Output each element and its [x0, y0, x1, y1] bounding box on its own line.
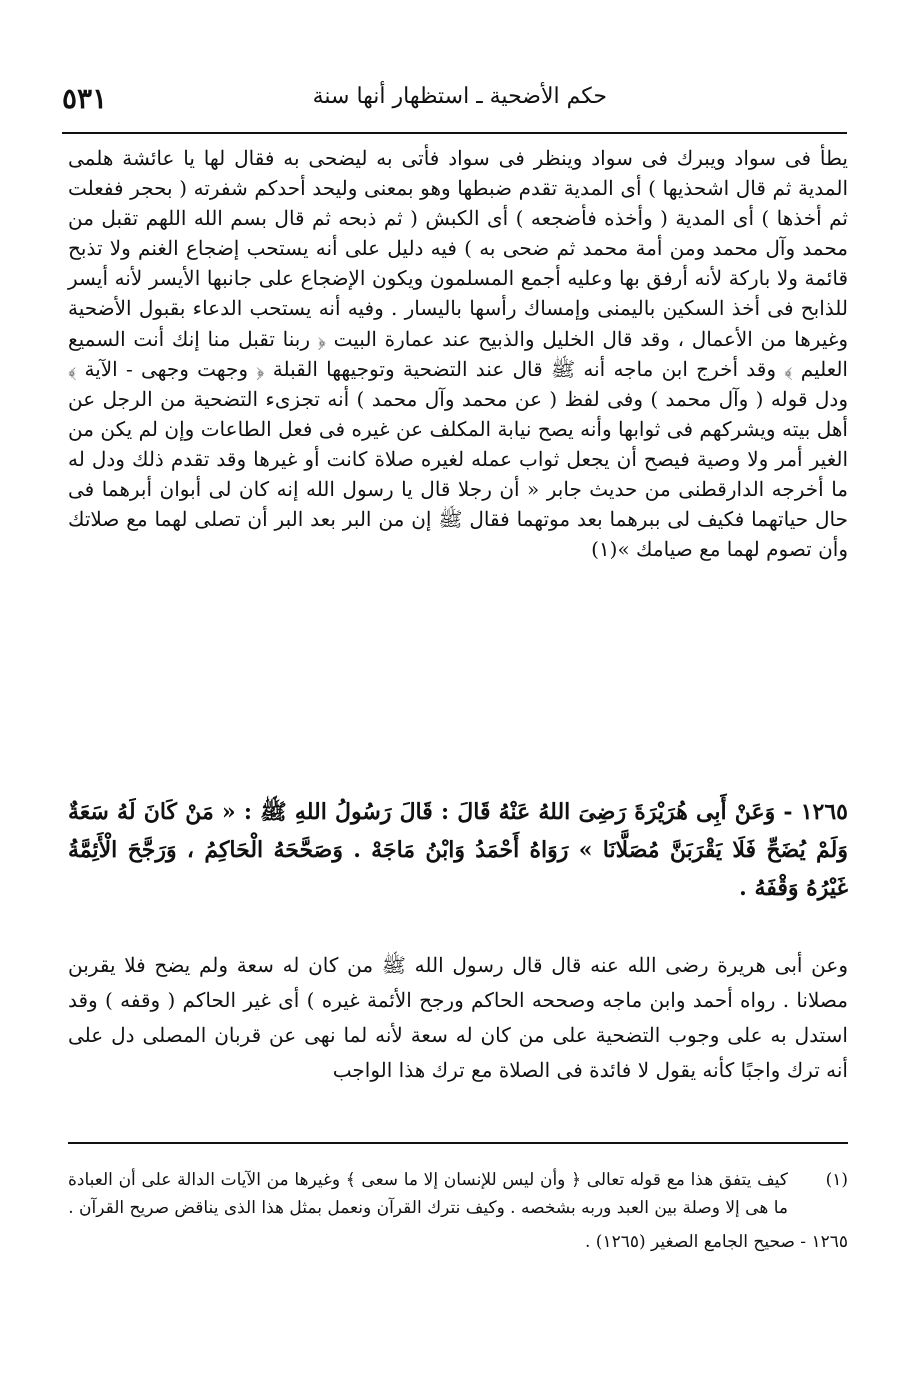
footnotes-section	[68, 1166, 848, 1256]
footnote-marker: (١)	[825, 1170, 848, 1190]
page-header	[62, 76, 847, 134]
running-title: حكم الأضحية ـ استظهار أنها سنة	[312, 84, 607, 109]
footnote-text: كيف يتفق هذا مع قوله تعالى ﴿ وأن ليس للإنسان إلا ما سعى ﴾ وغيرها من الآيات الدالة على أن العبادة ما هى إلا وصلة بين العبد وربه بشخصه . وكيف نترك القرآن ونعمل بمثل هذا الذى يناقض صريح القرآن .	[68, 1170, 788, 1218]
hadith-text: ١٢٦٥ - وَعَنْ أَبِى هُرَيْرَةَ رَضِىَ اللهُ عَنْهُ قَالَ : قَالَ رَسُولُ اللهِ ﷺ : « مَنْ كَانَ لَهُ سَعَةٌ وَلَمْ يُضَحِّ فَلَا يَقْرَبَنَّ مُصَلَّانَا » رَوَاهُ أَحْمَدُ وَابْنُ مَاجَهْ . وَصَحَّحَهُ الْحَاكِمُ ، وَرَجَّحَ الْأَئِمَّةُ غَيْرُهُ وَقْفَهُ .	[68, 799, 848, 901]
footnote-1	[68, 1166, 848, 1222]
page-number: ٥٣١	[62, 82, 108, 115]
commentary-paragraph-2: وعن أبى هريرة رضى الله عنه قال قال رسول الله ﷺ من كان له سعة ولم يضح فلا يقربن مصلانا . رواه أحمد وابن ماجه وصححه الحاكم ورجح الأئمة غيره ) أى غير الحاكم ( وقفه ) وقد استدل به على وجوب التضحية على من كان له سعة لأنه لما نهى عن قربان المصلى دل على أنه ترك واجبًا كأنه يقول لا فائدة فى الصلاة مع ترك هذا الواجب	[68, 953, 848, 1082]
footnote-divider	[68, 1142, 848, 1144]
hadith-reference-note: ١٢٦٥ - صحيح الجامع الصغير (١٢٦٥) .	[585, 1232, 848, 1252]
commentary-paragraph-1: يطأ فى سواد ويبرك فى سواد وينظر فى سواد فأتى به ليضحى به فقال لها يا عائشة هلمى المدية ثم قال اشحذيها ) أى المدية تقدم ضبطها وهو بمعنى وليحد أحدكم شفرته ( بحجر ففعلت ثم أخذها ) أى المدية ( وأخذه فأضجعه ) أى الكبش ( ثم ذبحه ثم قال بسم الله اللهم تقبل من محمد وآل محمد ومن أمة محمد ثم ضحى به ) فيه دليل على أنه يستحب إضجاع الغنم ولا تذبح قائمة ولا باركة لأنه أرفق بها وعليه أجمع المسلمون ويكون الإضجاع على جانبها الأيسر لأنه أيسر للذابح فى أخذ السكين باليمنى وإمساك رأسها باليسار . وفيه أنه يستحب الدعاء بقبول الأضحية وغيرها من الأعمال ، وقد قال الخليل والذبيح عند عمارة البيت ﴿ ربنا تقبل منا إنك أنت السميع العليم ﴾ وقد أخرج ابن ماجه أنه ﷺ قال عند التضحية وتوجيهها القبلة ﴿ وجهت وجهى - الآية ﴾ ودل قوله ( وآل محمد ) وفى لفظ ( عن محمد وآل محمد ) أنه تجزىء التضحية من الرجل عن أهل بيته ويشركهم فى ثوابها وأنه يصح نيابة المكلف عن غيره فى فعل الطاعات وإن لم يكن من الغير أمر ولا وصية فيصح أن يجعل ثواب عمله لغيره صلاة كانت أو غيرها وقد تقدم ذلك ودل له ما أخرجه الدارقطنى من حديث جابر « أن رجلا قال يا رسول الله إنه كان لى أبوان أبرهما فى حال حياتهما فكيف لى ببرهما بعد موتهما فقال ﷺ إن من البر بعد البر أن تصلى لهما مع صلاتك وأن تصوم لهما مع صيامك »(١)	[68, 146, 848, 562]
